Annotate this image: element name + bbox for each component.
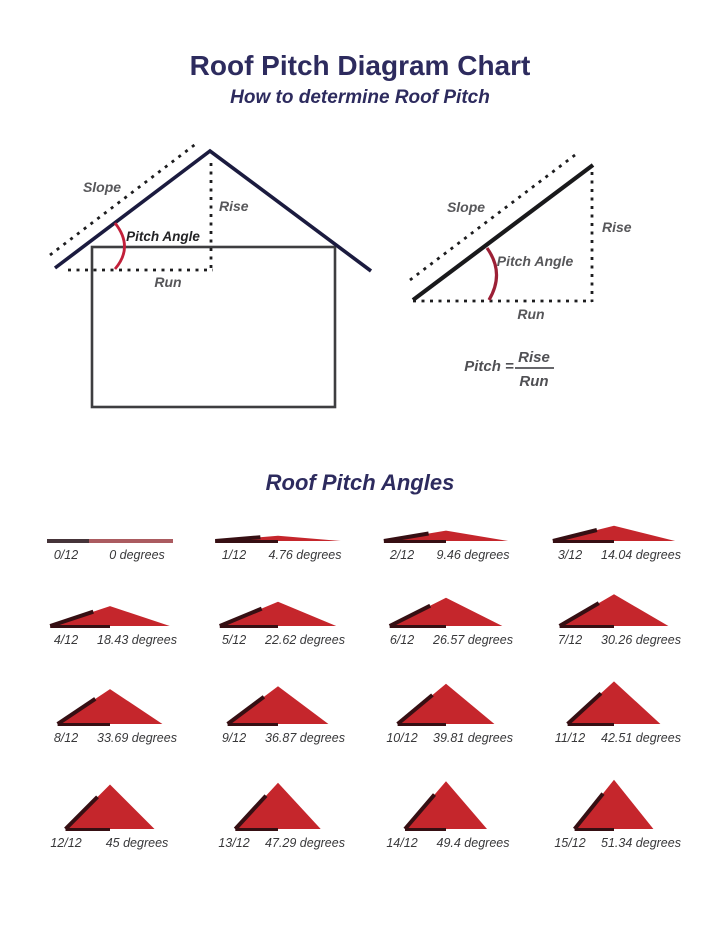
pitch-degrees-label: 42.51 degrees bbox=[601, 731, 681, 745]
pitch-degrees-label: 49.4 degrees bbox=[436, 836, 510, 850]
run-label: Run bbox=[154, 274, 182, 290]
pitch-ratio-label: 10/12 bbox=[386, 731, 418, 745]
pitch-degrees-label: 0 degrees bbox=[109, 548, 165, 562]
pitch-ratio-label: 8/12 bbox=[53, 731, 79, 745]
rise-label: Rise bbox=[602, 219, 632, 235]
pitch-ratio-label: 0/12 bbox=[53, 548, 79, 562]
pitch-grid-row bbox=[26, 777, 698, 850]
page-subtitle: How to determine Roof Pitch bbox=[230, 87, 490, 108]
pitch-cell-labels bbox=[362, 548, 530, 562]
pitch-cell-labels bbox=[26, 731, 194, 745]
pitch-ratio-label: 6/12 bbox=[389, 633, 415, 647]
rise-label: Rise bbox=[219, 198, 249, 214]
formula-numerator: Rise bbox=[518, 349, 550, 366]
pitch-ratio-label: 7/12 bbox=[557, 633, 583, 647]
page-title: Roof Pitch Diagram Chart bbox=[189, 50, 531, 81]
pitch-angle-label: Pitch Angle bbox=[126, 229, 200, 244]
pitch-triangle bbox=[26, 680, 194, 728]
pitch-triangle bbox=[530, 592, 698, 630]
pitch-degrees-label: 18.43 degrees bbox=[97, 633, 177, 647]
pitch-cell bbox=[530, 592, 698, 647]
pitch-ratio-label: 14/12 bbox=[386, 836, 418, 850]
pitch-cell bbox=[26, 592, 194, 647]
pitch-cell-labels bbox=[194, 836, 362, 850]
pitch-cell-labels bbox=[26, 548, 194, 562]
slope-line bbox=[413, 165, 593, 300]
pitch-ratio-label: 3/12 bbox=[557, 548, 583, 562]
house-pitch-diagram bbox=[35, 135, 395, 420]
pitch-degrees-label: 22.62 degrees bbox=[265, 633, 345, 647]
pitch-degrees-label: 36.87 degrees bbox=[265, 731, 345, 745]
pitch-cell bbox=[26, 777, 194, 850]
formula-denominator: Run bbox=[519, 373, 549, 390]
pitch-angle-arc bbox=[487, 248, 497, 300]
pitch-cell-labels bbox=[362, 836, 530, 850]
pitch-ratio-label: 15/12 bbox=[554, 836, 586, 850]
pitch-cell-labels bbox=[26, 633, 194, 647]
pitch-degrees-label: 30.26 degrees bbox=[601, 633, 681, 647]
pitch-degrees-label: 45 degrees bbox=[105, 836, 169, 850]
pitch-cell bbox=[194, 592, 362, 647]
pitch-ratio-label: 2/12 bbox=[389, 548, 415, 562]
pitch-cell-labels bbox=[362, 731, 530, 745]
pitch-triangle bbox=[194, 680, 362, 728]
pitch-degrees-label: 26.57 degrees bbox=[433, 633, 513, 647]
roof-lines bbox=[55, 151, 371, 271]
angles-section-heading: Roof Pitch Angles bbox=[265, 470, 455, 495]
pitch-triangle bbox=[26, 521, 194, 545]
pitch-triangle bbox=[530, 680, 698, 728]
pitch-triangle bbox=[194, 777, 362, 833]
pitch-angle-label: Pitch Angle bbox=[496, 253, 574, 269]
pitch-cell-labels bbox=[530, 548, 698, 562]
slope-label: Slope bbox=[446, 199, 486, 215]
pitch-degrees-label: 14.04 degrees bbox=[601, 548, 681, 562]
pitch-ratio-label: 13/12 bbox=[218, 836, 250, 850]
run-label: Run bbox=[517, 306, 545, 322]
pitch-ratio-label: 1/12 bbox=[221, 548, 247, 562]
pitch-triangle bbox=[26, 592, 194, 630]
pitch-cell-labels bbox=[26, 836, 194, 850]
pitch-degrees-label: 47.29 degrees bbox=[265, 836, 345, 850]
pitch-cell bbox=[362, 777, 530, 850]
pitch-degrees-label: 51.34 degrees bbox=[601, 836, 681, 850]
slope-label: Slope bbox=[82, 179, 122, 195]
pitch-cell bbox=[194, 521, 362, 562]
pitch-formula bbox=[464, 349, 554, 390]
pitch-cell bbox=[530, 680, 698, 745]
pitch-degrees-label: 4.76 degrees bbox=[268, 548, 342, 562]
pitch-angle-grid bbox=[26, 516, 698, 850]
pitch-triangle bbox=[530, 521, 698, 545]
pitch-cell bbox=[26, 680, 194, 745]
pitch-cell bbox=[530, 521, 698, 562]
pitch-cell-labels bbox=[194, 548, 362, 562]
pitch-cell bbox=[26, 521, 194, 562]
pitch-triangle bbox=[362, 592, 530, 630]
pitch-cell bbox=[194, 680, 362, 745]
pitch-cell bbox=[362, 592, 530, 647]
pitch-degrees-label: 39.81 degrees bbox=[433, 731, 513, 745]
pitch-grid-row bbox=[26, 592, 698, 647]
pitch-degrees-label: 9.46 degrees bbox=[436, 548, 510, 562]
pitch-degrees-label: 33.69 degrees bbox=[97, 731, 177, 745]
pitch-triangle bbox=[194, 592, 362, 630]
pitch-cell-labels bbox=[194, 633, 362, 647]
pitch-ratio-label: 4/12 bbox=[53, 633, 79, 647]
pitch-cell-labels bbox=[530, 731, 698, 745]
pitch-cell bbox=[362, 680, 530, 745]
pitch-triangle bbox=[362, 680, 530, 728]
pitch-triangle bbox=[194, 521, 362, 545]
pitch-triangle bbox=[362, 777, 530, 833]
pitch-cell bbox=[194, 777, 362, 850]
pitch-triangle bbox=[362, 521, 530, 545]
pitch-ratio-label: 9/12 bbox=[221, 731, 247, 745]
slope-triangle-diagram bbox=[400, 148, 710, 398]
pitch-ratio-label: 11/12 bbox=[554, 731, 586, 745]
pitch-ratio-label: 5/12 bbox=[221, 633, 247, 647]
pitch-cell bbox=[530, 777, 698, 850]
pitch-cell bbox=[362, 521, 530, 562]
pitch-cell-labels bbox=[194, 731, 362, 745]
pitch-triangle bbox=[26, 777, 194, 833]
pitch-grid-row bbox=[26, 680, 698, 745]
pitch-cell-labels bbox=[530, 836, 698, 850]
formula-lhs: Pitch = bbox=[464, 358, 514, 375]
pitch-triangle bbox=[530, 777, 698, 833]
pitch-grid-row bbox=[26, 521, 698, 562]
pitch-cell-labels bbox=[530, 633, 698, 647]
pitch-ratio-label: 12/12 bbox=[50, 836, 82, 850]
pitch-cell-labels bbox=[362, 633, 530, 647]
